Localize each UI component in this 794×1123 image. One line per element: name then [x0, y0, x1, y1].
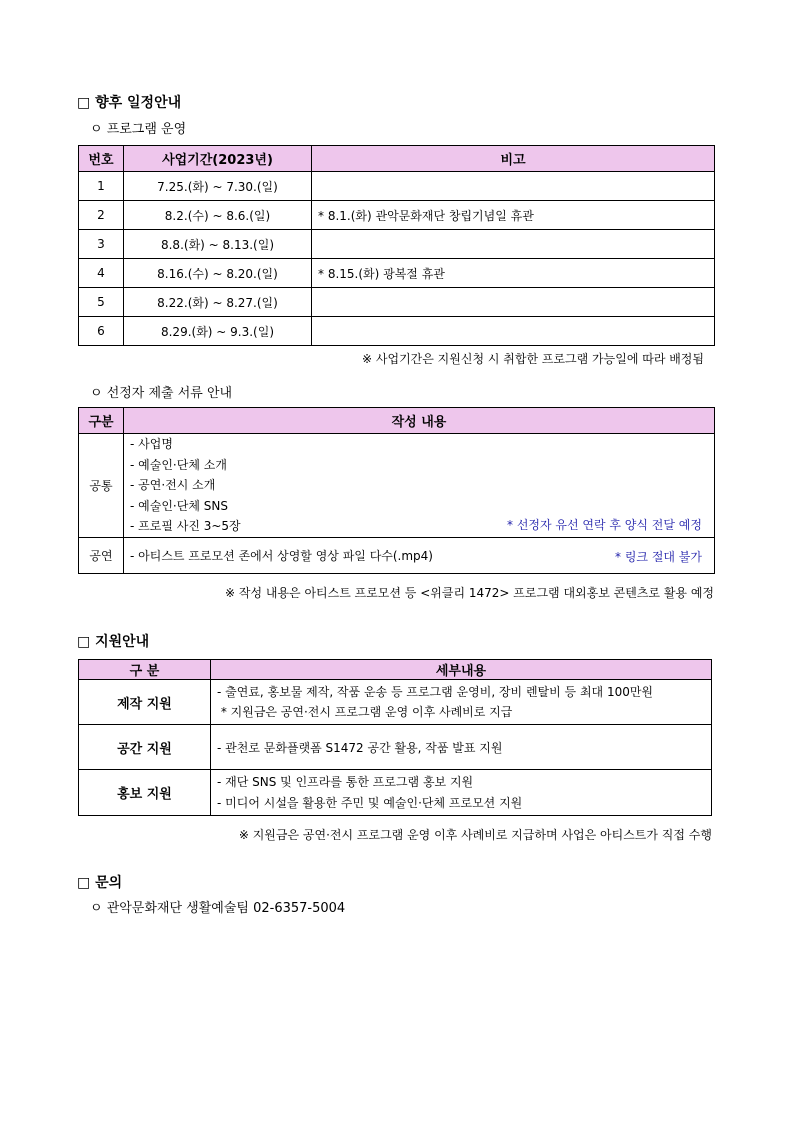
row-number: 6: [79, 317, 124, 346]
row-number: 5: [79, 288, 124, 317]
row-period: 8.16.(수) ~ 8.20.(일): [124, 259, 312, 288]
col-header-category: 구분: [79, 408, 124, 434]
row-period: 8.29.(화) ~ 9.3.(일): [124, 317, 312, 346]
support-label-production: 제작 지원: [79, 680, 211, 725]
section-title-schedule: □ 향후 일정안내: [77, 95, 182, 111]
row-number: 4: [79, 259, 124, 288]
detail-line: * 지원금은 공연·전시 프로그램 운영 이후 사례비로 지급: [217, 705, 513, 719]
support-detail-space: [211, 725, 712, 770]
col-header-number: 번호: [79, 146, 124, 172]
support-detail-production: [211, 680, 712, 725]
list-item: - 프로필 사진 3~5장: [130, 519, 241, 533]
row-remarks: * 8.15.(화) 광복절 휴관: [312, 259, 715, 288]
table-row: [79, 172, 715, 201]
detail-line: - 출연료, 홍보물 제작, 작품 운송 등 프로그램 운영비, 장비 렌탈비 등 최대 100만원: [217, 685, 654, 699]
table-row: [79, 317, 715, 346]
schedule-table: [78, 145, 715, 346]
row-remarks: [312, 172, 715, 201]
table-row: [79, 201, 715, 230]
common-items-cell: [124, 434, 715, 538]
row-number: 2: [79, 201, 124, 230]
category-common: 공통: [79, 434, 124, 538]
subsection-documents: ㅇ 선정자 제출 서류 안내: [90, 386, 233, 401]
col-header-remarks: 비고: [312, 146, 715, 172]
table-row: [79, 680, 712, 725]
section-title-support: □ 지원안내: [77, 634, 150, 650]
performance-note: * 링크 절대 불가: [615, 549, 702, 564]
documents-table: [78, 407, 715, 574]
row-number: 1: [79, 172, 124, 201]
row-period: 8.22.(화) ~ 8.27.(일): [124, 288, 312, 317]
list-item: - 예술인·단체 SNS: [130, 498, 228, 513]
support-table: [78, 659, 712, 816]
table-row: [79, 259, 715, 288]
table-row: [79, 537, 715, 573]
row-period: 7.25.(화) ~ 7.30.(일): [124, 172, 312, 201]
common-note: * 선정자 유선 연락 후 양식 전달 예정: [507, 518, 702, 532]
col-header-period: 사업기간(2023년): [124, 146, 312, 172]
table-row: [79, 230, 715, 259]
col-header-division: 구 분: [79, 660, 211, 680]
row-remarks: [312, 317, 715, 346]
table-row: [79, 770, 712, 816]
contact-info: ㅇ 관악문화재단 생활예술팀 02-6357-5004: [90, 901, 346, 916]
list-item: - 예술인·단체 소개: [130, 457, 227, 472]
support-label-promotion: 홍보 지원: [79, 770, 211, 816]
row-number: 3: [79, 230, 124, 259]
performance-item: - 아티스트 프로모션 존에서 상영할 영상 파일 다수(.mp4): [130, 548, 433, 563]
performance-cell: [124, 537, 715, 573]
support-note: ※ 지원금은 공연·전시 프로그램 운영 이후 사례비로 지급하며 사업은 아티스트가 직접 수행: [238, 828, 712, 842]
row-remarks: * 8.1.(화) 관악문화재단 창립기념일 휴관: [312, 201, 715, 230]
category-performance: 공연: [79, 537, 124, 573]
row-period: 8.8.(화) ~ 8.13.(일): [124, 230, 312, 259]
subsection-program-operation: ㅇ 프로그램 운영: [90, 122, 187, 137]
row-remarks: [312, 288, 715, 317]
detail-line: - 관천로 문화플랫폼 S1472 공간 활용, 작품 발표 지원: [217, 740, 503, 755]
detail-line: - 미디어 시설을 활용한 주민 및 예술인·단체 프로모션 지원: [217, 795, 523, 810]
support-detail-promotion: [211, 770, 712, 816]
row-remarks: [312, 230, 715, 259]
col-header-content: 작성 내용: [124, 408, 715, 434]
section-title-inquiry: □ 문의: [77, 875, 123, 891]
documents-note: ※ 작성 내용은 아티스트 프로모션 등 <위클리 1472> 프로그램 대외홍보 콘텐츠로 활용 예정: [224, 586, 714, 600]
table-row: [79, 434, 715, 538]
table-row: [79, 288, 715, 317]
detail-line: - 재단 SNS 및 인프라를 통한 프로그램 홍보 지원: [217, 774, 474, 789]
row-period: 8.2.(수) ~ 8.6.(일): [124, 201, 312, 230]
list-item: - 사업명: [130, 437, 173, 451]
col-header-details: 세부내용: [211, 660, 712, 680]
support-label-space: 공간 지원: [79, 725, 211, 770]
table-row: [79, 725, 712, 770]
schedule-note: ※ 사업기간은 지원신청 시 취합한 프로그램 가능일에 따라 배정됨: [362, 352, 704, 366]
list-item: - 공연·전시 소개: [130, 478, 216, 492]
